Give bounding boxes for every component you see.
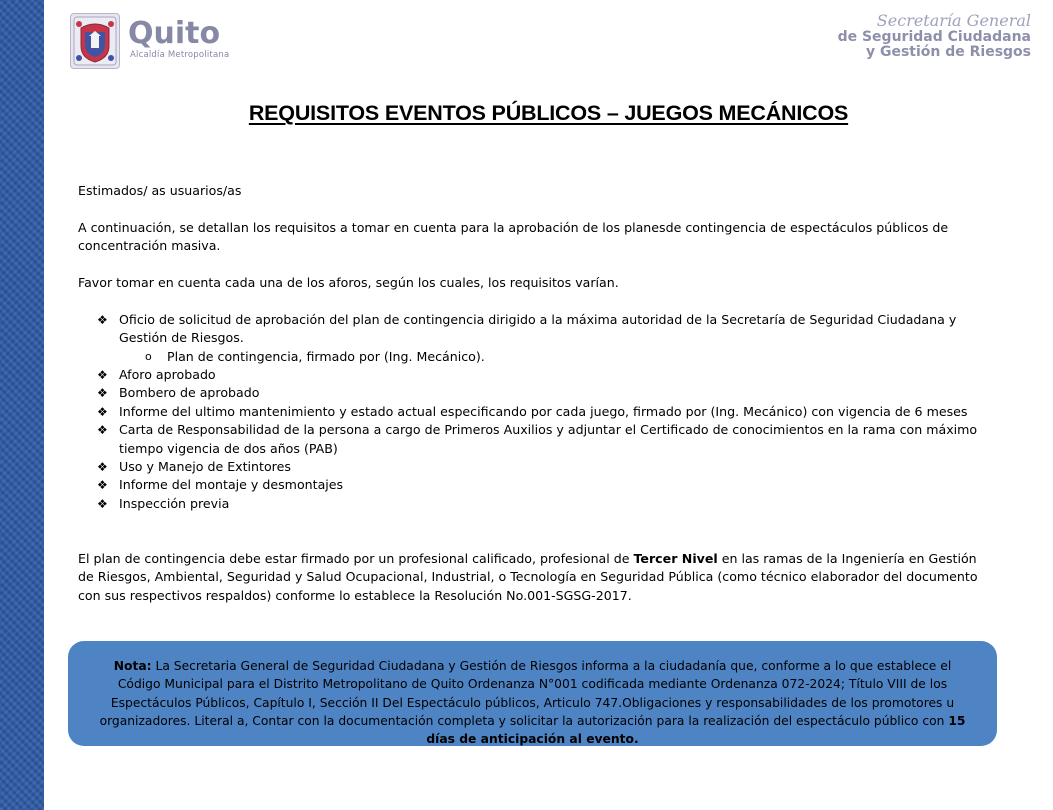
list-item: [97, 311, 978, 366]
requirement-text: Carta de Responsabilidad de la persona a cargo de Primeros Auxilios y adjuntar el Certificado de conocimientos en la rama con máximo tiempo vigencia de dos años (PAB): [119, 422, 978, 456]
diamond-bullet-icon: ❖: [97, 423, 108, 438]
diamond-bullet-icon: ❖: [97, 386, 108, 401]
secretaria-line-3: y Gestión de Riesgos: [865, 44, 1031, 60]
list-item: [97, 366, 978, 384]
list-item: [97, 403, 978, 421]
greeting: Estimados/ as usuarios/as: [78, 183, 242, 198]
list-item: [97, 476, 978, 494]
diamond-bullet-icon: ❖: [97, 460, 108, 475]
requirement-text: Inspección previa: [119, 495, 230, 511]
requirement-text: Uso y Manejo de Extintores: [119, 459, 291, 475]
list-item: [97, 421, 978, 458]
list-item: [97, 458, 978, 476]
requirement-text: Aforo aprobado: [119, 367, 216, 383]
requirements-list: [78, 311, 978, 513]
closing-bold: Tercer Nivel: [633, 551, 718, 567]
secretaria-logo: [838, 12, 1031, 60]
intro-paragraph: A continuación, se detallan los requisitos a tomar en cuenta para la aprobación de los planesde contingencia de espectáculos públicos de concentración masiva.: [78, 219, 949, 254]
secretaria-line-2: de Seguridad Ciudadana: [837, 29, 1031, 45]
quito-seal-icon: [70, 13, 120, 69]
sub-requirement-text: Plan de contingencia, firmado por (Ing. Mecánico).: [167, 348, 485, 364]
document-title: REQUISITOS EVENTOS PÚBLICOS – JUEGOS MECÁNICOS: [248, 101, 849, 125]
diamond-bullet-icon: ❖: [97, 496, 108, 511]
list-item: [145, 348, 978, 366]
closing-text-2: en las ramas de la Ingeniería en Gestión de Riesgos, Ambiental, Seguridad y Salud Ocupacional, Industrial, o Tecnología en Seguridad Pública (como técnico elaborador del documento con sus respectivos respaldos) conforme lo establece la Resolución No.001-SGSG-2017.: [78, 551, 978, 603]
secretaria-line-1: Secretaría General: [876, 11, 1031, 30]
note-box: [68, 641, 997, 746]
requirement-text: Informe del ultimo mantenimiento y estado actual especificando por cada juego, firmado por (Ing. Mecánico) con vigencia de 6 meses: [119, 403, 968, 419]
list-item: [97, 384, 978, 402]
requirement-text: Oficio de solicitud de aprobación del plan de contingencia dirigido a la máxima autoridad de la Secretaría de Seguridad Ciudadana y Gestión de Riesgos.: [119, 311, 957, 346]
requirement-text: Informe del montaje y desmontajes: [119, 477, 344, 493]
diamond-bullet-icon: ❖: [97, 368, 108, 383]
closing-paragraph: [78, 550, 978, 605]
document-body: [78, 182, 978, 605]
requirement-text: Bombero de aprobado: [119, 385, 260, 401]
circle-bullet-icon: o: [145, 349, 152, 363]
list-item: [97, 495, 978, 513]
diamond-bullet-icon: ❖: [97, 478, 108, 493]
aforos-paragraph: Favor tomar en cuenta cada una de los aforos, según los cuales, los requisitos varían.: [78, 275, 619, 290]
diamond-bullet-icon: ❖: [97, 404, 108, 419]
note-text: La Secretaria General de Seguridad Ciudadana y Gestión de Riesgos informa a la ciudadanía que, conforme a lo que establece el Código Municipal para el Distrito Metropolitano de Quito Ordenanza N°001 codificada mediante Ordenanza 072-2024; Título VIII de los Espectáculos Públicos, Capítulo I, Sección II Del Espectáculo públicos, Articulo 747.Obligaciones y responsabilidades de los promotores u organizadores. Literal a, Contar con la documentación completa y solicitar la autorización para la realización del espectáculo público con: [99, 659, 955, 728]
diamond-bullet-icon: ❖: [97, 312, 108, 327]
note-bold-end: 15 días de anticipación al evento.: [426, 713, 966, 747]
logo-subtitle: Alcaldía Metropolitana: [130, 50, 230, 60]
sub-requirements-list: [119, 348, 978, 366]
note-label: Nota:: [113, 659, 152, 673]
logo-wordmark: Quito: [128, 16, 221, 51]
quito-logo: [70, 13, 229, 69]
closing-text-1: El plan de contingencia debe estar firmado por un profesional calificado, profesional de: [78, 551, 634, 567]
left-decorative-band: [0, 0, 44, 810]
